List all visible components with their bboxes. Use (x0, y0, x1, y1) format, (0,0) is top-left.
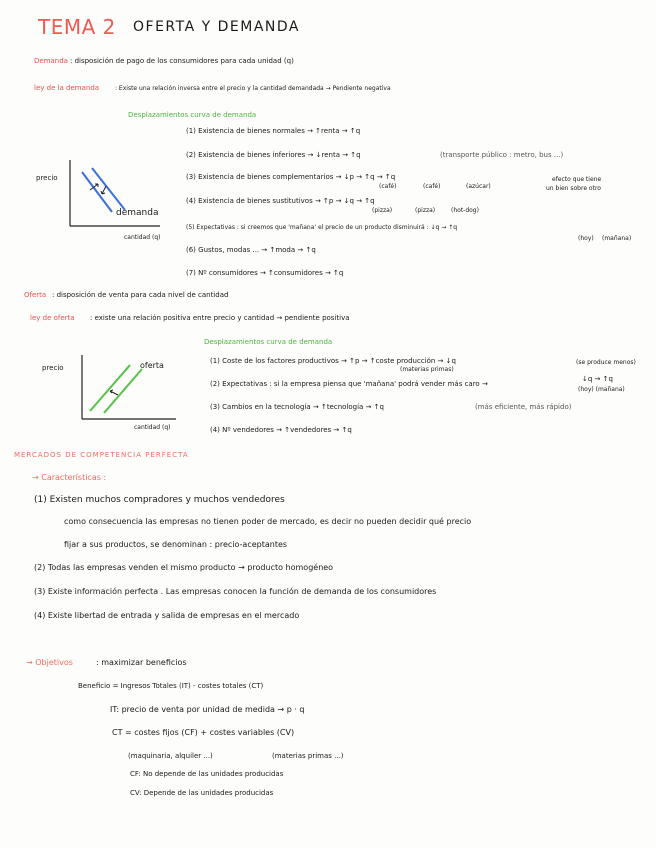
ley-demanda-term: ley de la demanda (34, 84, 100, 92)
demanda-item-6: (6) Gustos, modas ... → ↑moda → ↑q (186, 246, 316, 254)
oferta-item-3: (3) Cambios en la tecnología → ↑tecnología → ↑q (210, 403, 384, 411)
demanda-item-2-note: (transporte público : metro, bus ...) (440, 151, 564, 159)
oferta-item-1-sub: (materias primas) (400, 366, 454, 373)
objetivo-line-6: CF: No depende de las unidades producidas (130, 770, 284, 778)
objetivo-line-4: (maquinaria, alquiler ...) (128, 752, 213, 760)
oferta-item-2-right-1: ↓q → ↑q (582, 375, 613, 383)
mercados-line-2: como consecuencia las empresas no tienen poder de mercado, es decir no pueden decidir qué precio (64, 517, 472, 526)
demanda-item-3-note-2: un bien sobre otro (546, 185, 601, 192)
oferta-definition: : disposición de venta para cada nivel de cantidad (52, 291, 229, 299)
demanda-item-4: (4) Existencia de bienes sustitutivos → ↑p → ↓q → ↑q (186, 197, 375, 205)
demanda-item-4-sub-3: (hot-dog) (451, 207, 479, 214)
objetivos-text: : maximizar beneficios (96, 658, 187, 667)
oferta-curve-1 (90, 365, 130, 411)
demanda-item-5-sub-1: (hoy) (578, 235, 594, 242)
ley-demanda-definition: : Existe una relación inversa entre el precio y la cantidad demandada → Pendiente negativa (115, 85, 391, 92)
oferta-item-4: (4) Nº vendedores → ↑vendedores → ↑q (210, 426, 352, 434)
oferta-term: Oferta (24, 291, 47, 299)
mercados-line-6: (4) Existe libertad de entrada y salida de empresas en el mercado (34, 611, 300, 620)
demanda-definition: : disposición de pago de los consumidores para cada unidad (q) (70, 57, 294, 65)
objetivo-line-1: Beneficio = Ingresos Totales (IT) - costes totales (CT) (78, 682, 264, 690)
oferta-graph-x-label: cantidad (q) (134, 424, 171, 431)
mercados-line-5: (3) Existe información perfecta . Las empresas conocen la función de demanda de los consumidores (34, 587, 437, 596)
oferta-item-3-note: (más eficiente, más rápido) (475, 403, 572, 411)
shift-arrow-left-icon (101, 186, 106, 194)
page-title (38, 17, 116, 37)
mercados-line-3: fijar a sus productos, se denominan : precio-aceptantes (64, 540, 288, 549)
ley-oferta-term: ley de oferta (30, 314, 75, 322)
demanda-item-4-sub-2: (pizza) (415, 207, 436, 214)
demanda-item-5: (5) Expectativas : si creemos que 'mañana' el precio de un producto disminuirá : ↓q → ↑q (186, 224, 458, 231)
demanda-term: Demanda (34, 57, 68, 65)
demanda-curve-1 (82, 172, 112, 212)
caracteristicas-label: → Características : (32, 473, 107, 482)
demanda-curve-2 (92, 168, 125, 210)
title-number: TEMA 2 (38, 15, 116, 39)
objetivos-label: → Objetivos (26, 658, 73, 667)
demanda-item-3-sub-3: (azúcar) (466, 183, 491, 190)
objetivo-line-2: IT: precio de venta por unidad de medida → p · q (110, 705, 305, 714)
oferta-curve-2 (104, 369, 142, 413)
objetivo-line-3: CT = costes fijos (CF) + costes variables (CV) (112, 728, 295, 737)
ley-oferta-definition: : existe una relación positiva entre precio y cantidad → pendiente positiva (90, 314, 350, 322)
oferta-graph (72, 355, 192, 435)
demanda-item-1: (1) Existencia de bienes normales → ↑renta → ↑q (186, 127, 361, 135)
page-subtitle: OFERTA Y DEMANDA (133, 19, 300, 35)
demanda-item-2: (2) Existencia de bienes inferiores → ↓renta → ↑q (186, 151, 361, 159)
oferta-item-1-note: (se produce menos) (576, 359, 636, 366)
demanda-graph-y-label: precio (36, 174, 58, 182)
oferta-item-1: (1) Coste de los factores productivos → ↑p → ↑coste producción → ↓q (210, 357, 456, 365)
objetivo-line-7: CV: Depende de las unidades producidas (130, 789, 274, 797)
oferta-item-2: (2) Expectativas : si la empresa piensa que 'mañana' podrá vender más caro → (210, 380, 488, 388)
demanda-item-4-sub-1: (pizza) (372, 207, 393, 214)
demanda-item-5-sub-2: (mañana) (602, 235, 632, 242)
demanda-item-7: (7) Nº consumidores → ↑consumidores → ↑q (186, 269, 344, 277)
oferta-shift-heading: Desplazamientos curva de demanda (204, 338, 333, 346)
objetivo-line-5: (materias primas ...) (272, 752, 344, 760)
demanda-graph (60, 160, 180, 240)
shift-arrow-icon (110, 390, 118, 395)
oferta-item-2-right-2: (hoy) (mañana) (578, 386, 625, 393)
mercados-heading: MERCADOS DE COMPETENCIA PERFECTA (14, 451, 189, 459)
demanda-graph-curve-label: demanda (116, 208, 159, 218)
oferta-graph-curve-label: oferta (140, 361, 164, 370)
demanda-item-3: (3) Existencia de bienes complementarios → ↓p → ↑q → ↑q (186, 173, 396, 181)
mercados-line-4: (2) Todas las empresas venden el mismo producto → producto homogéneo (34, 563, 334, 572)
oferta-graph-y-label: precio (42, 364, 64, 372)
demanda-graph-x-label: cantidad (q) (124, 234, 161, 241)
demanda-item-3-note-1: efecto que tiene (552, 176, 602, 183)
demanda-item-3-sub-1: (café) (379, 183, 397, 190)
demanda-item-3-sub-2: (café) (423, 183, 441, 190)
mercados-line-1: (1) Existen muchos compradores y muchos vendedores (34, 495, 285, 505)
demanda-shift-heading: Desplazamientos curva de demanda (128, 111, 257, 119)
